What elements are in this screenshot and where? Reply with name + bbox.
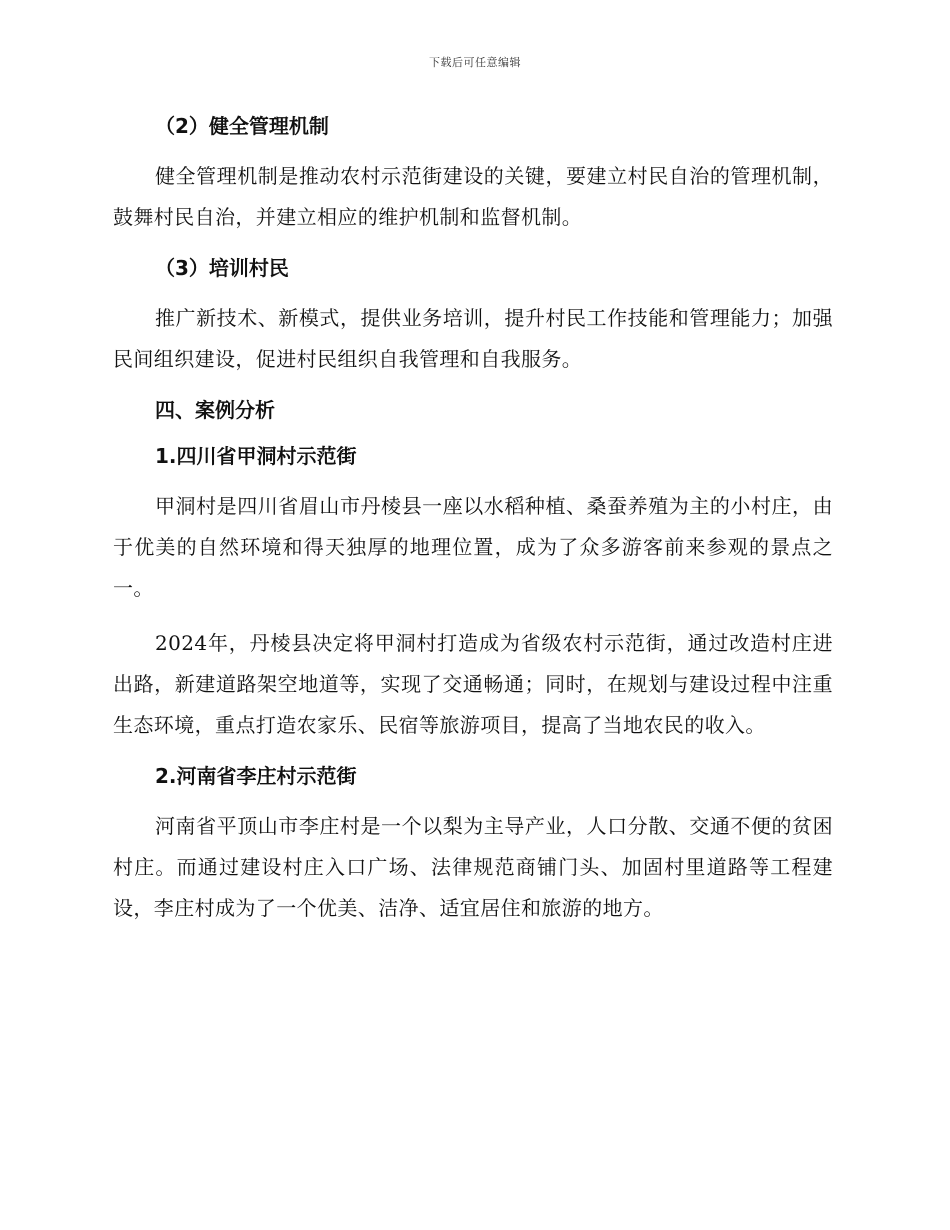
paragraph-training: 推广新技术、新模式，提供业务培训，提升村民工作技能和管理能力；加强民间组织建设，促进村民组织自我管理和自我服务。: [113, 306, 833, 371]
paragraph-henan: 河南省平顶山市李庄村是一个以梨为主导产业，人口分散、交通不便的贫困村庄。而通过建设村庄入口广场、法律规范商铺门头、加固村里道路等工程建设，李庄村成为了一个优美、洁净、适宜居住和旅游的地方。: [113, 814, 833, 920]
section-heading-henan-case: 2.河南省李庄村示范街: [155, 764, 357, 788]
section-heading-case-analysis: 四、案例分析: [155, 398, 275, 422]
paragraph-sichuan-intro: 甲洞村是四川省眉山市丹棱县一座以水稻种植、桑蚕养殖为主的小村庄，由于优美的自然环境和得天独厚的地理位置，成为了众多游客前来参观的景点之一。: [113, 494, 833, 600]
document-body: [113, 110, 833, 929]
section-heading-management: （2）健全管理机制: [155, 114, 329, 138]
header-note: 下载后可任意编辑: [429, 56, 521, 69]
section-heading-training: （3）培训村民: [155, 256, 289, 280]
paragraph-sichuan-2024: 2024年，丹棱县决定将甲洞村打造成为省级农村示范街，通过改造村庄进出路，新建道路架空地道等，实现了交通畅通；同时，在规划与建设过程中注重生态环境，重点打造农家乐、民宿等旅游项目，提高了当地农民的收入。: [113, 631, 833, 737]
paragraph-management: 健全管理机制是推动农村示范街建设的关键，要建立村民自治的管理机制，鼓舞村民自治，并建立相应的维护机制和监督机制。: [113, 164, 833, 229]
section-heading-sichuan-case: 1.四川省甲洞村示范街: [155, 444, 357, 468]
